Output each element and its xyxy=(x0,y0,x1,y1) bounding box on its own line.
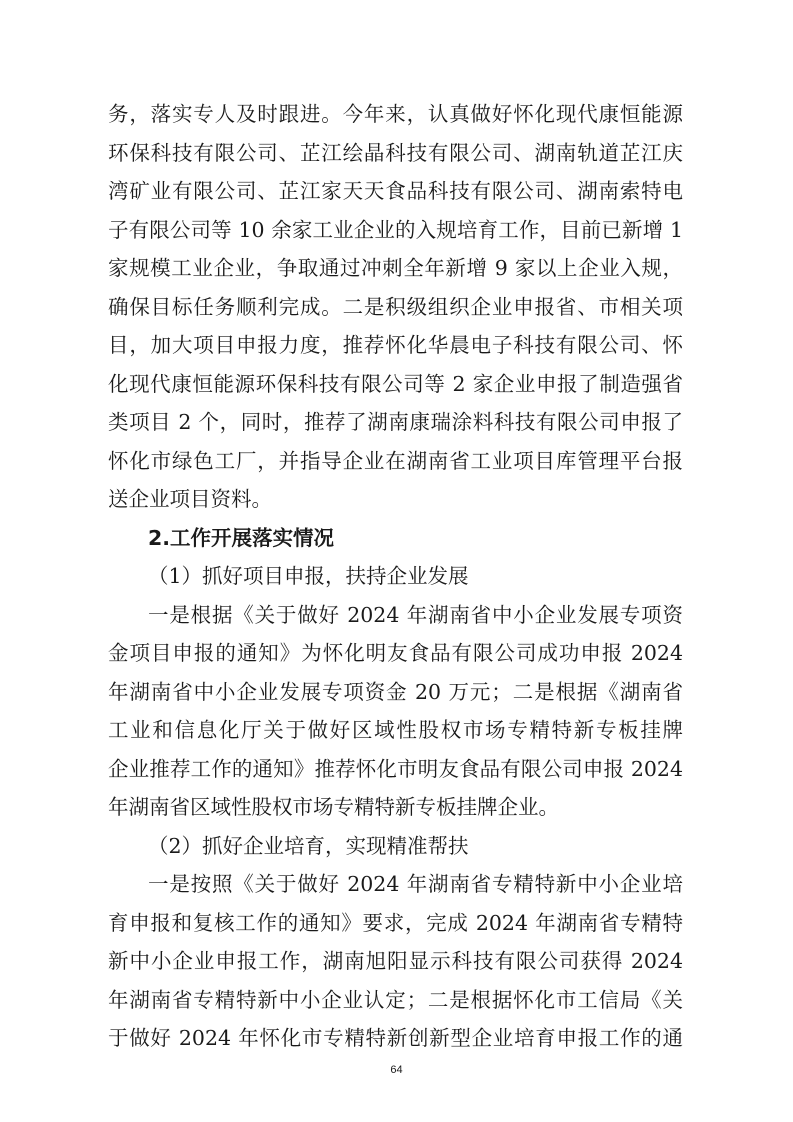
body-line: 金项目申报的通知》为怀化明友食品有限公司成功申报 2024 xyxy=(108,641,683,665)
body-line: 目，加大项目申报力度，推荐怀化华晨电子科技有限公司、怀 xyxy=(108,333,683,357)
subsection-heading: （2）抓好企业培育，实现精准帮扶 xyxy=(148,833,469,858)
body-line: 务，落实专人及时跟进。今年来，认真做好怀化现代康恒能源 xyxy=(108,102,683,126)
body-line: 年湖南省专精特新中小企业认定；二是根据怀化市工信局《关 xyxy=(108,987,683,1012)
body-line: 年湖南省中小企业发展专项资金 20 万元；二是根据《湖南省 xyxy=(108,679,683,704)
subsection-heading: （1）抓好项目申报，扶持企业发展 xyxy=(148,564,469,588)
page-number: 64 xyxy=(390,1063,403,1076)
body-line: 确保目标任务顺利完成。二是积级组织企业申报省、市相关项 xyxy=(108,294,683,319)
body-line: 于做好 2024 年怀化市专精特新创新型企业培育申报工作的通 xyxy=(108,1026,683,1050)
body-line: 年湖南省区域性股权市场专精特新专板挂牌企业。 xyxy=(108,795,559,819)
body-line: 新中小企业申报工作，湖南旭阳显示科技有限公司获得 2024 xyxy=(108,949,683,973)
body-line: 工业和信息化厅关于做好区域性股权市场专精特新专板挂牌 xyxy=(108,718,683,742)
body-line: 类项目 2 个，同时，推荐了湖南康瑞涂料科技有限公司申报了 xyxy=(108,410,683,434)
body-line: 怀化市绿色工厂，并指导企业在湖南省工业项目库管理平台报 xyxy=(108,448,683,473)
body-line: 环保科技有限公司、芷江绘晶科技有限公司、湖南轨道芷江庆 xyxy=(108,140,683,165)
body-line: 一是按照《关于做好 2024 年湖南省专精特新中小企业培 xyxy=(148,872,683,896)
body-line: 企业推荐工作的通知》推荐怀化市明友食品有限公司申报 2024 xyxy=(108,756,683,781)
section-heading: 2.工作开展落实情况 xyxy=(148,525,335,550)
body-line: 化现代康恒能源环保科技有限公司等 2 家企业申报了制造强省 xyxy=(108,371,683,396)
body-line: 湾矿业有限公司、芷江家天天食品科技有限公司、湖南索特电 xyxy=(108,179,683,203)
body-line: 家规模工业企业，争取通过冲刺全年新增 9 家以上企业入规， xyxy=(108,256,683,280)
body-line: 送企业项目资料。 xyxy=(108,487,272,511)
body-line: 子有限公司等 10 余家工业企业的入规培育工作，目前已新增 1 xyxy=(108,217,683,242)
body-line: 育申报和复核工作的通知》要求，完成 2024 年湖南省专精特 xyxy=(108,910,683,935)
body-line: 一是根据《关于做好 2024 年湖南省中小企业发展专项资 xyxy=(148,602,683,627)
